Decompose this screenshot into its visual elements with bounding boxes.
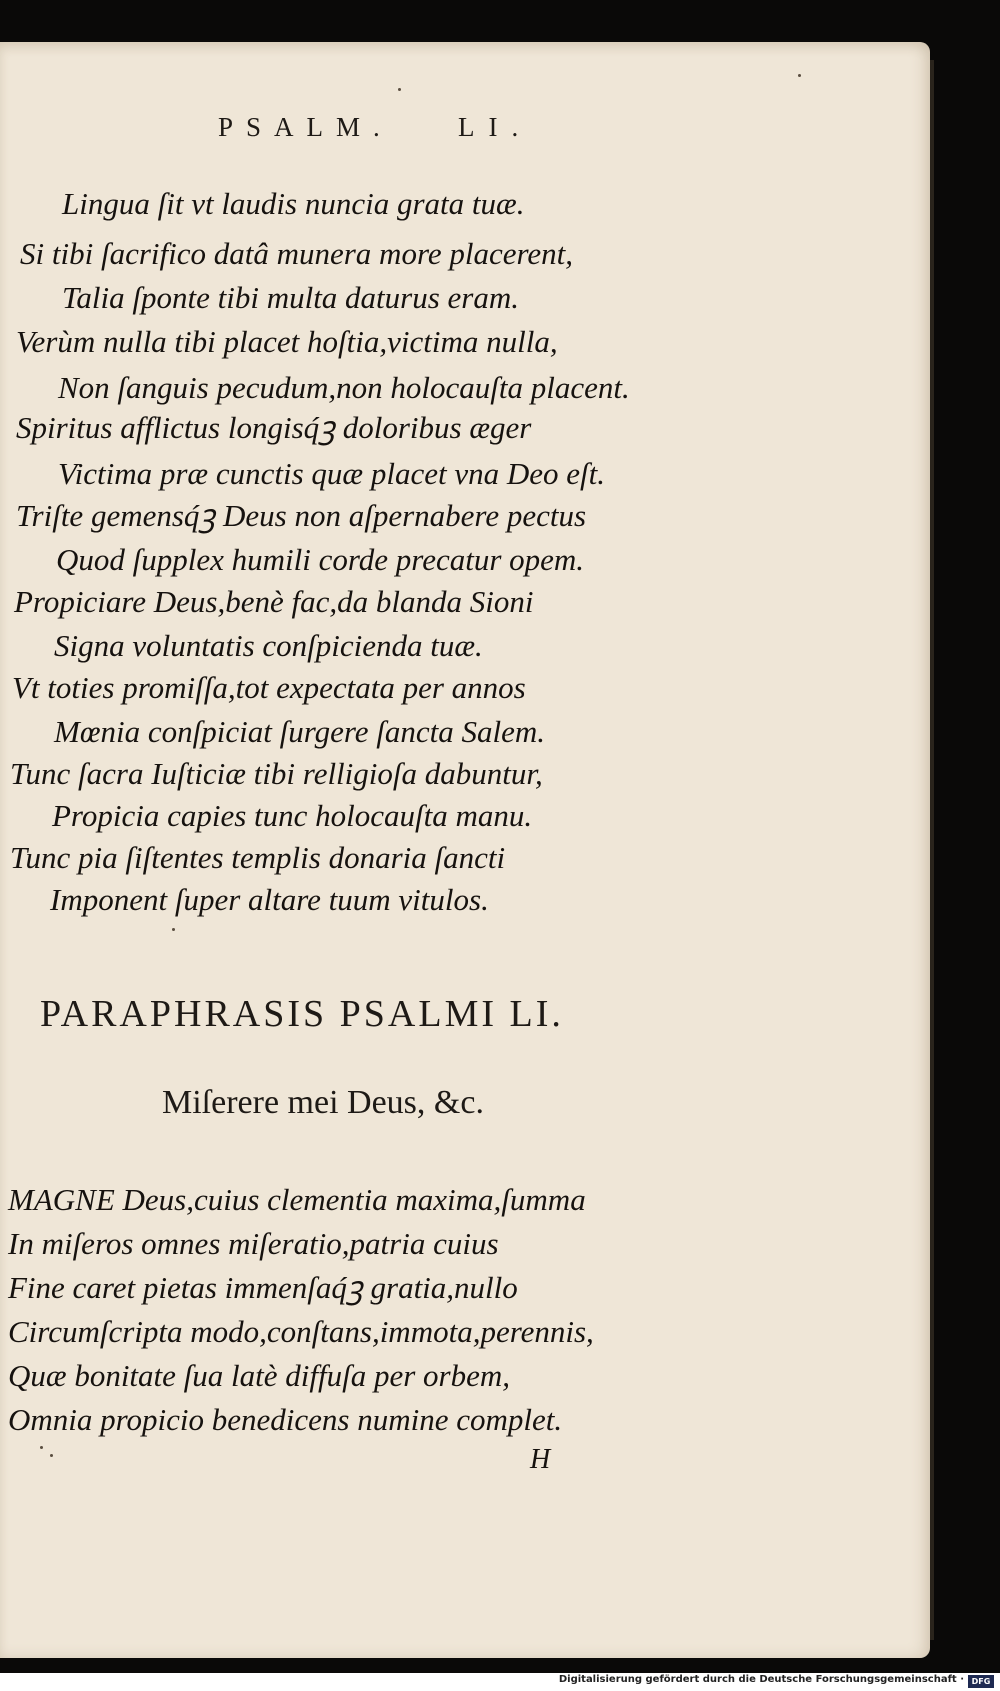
verse-line: Quod ſupplex humili corde precatur opem. <box>56 542 585 577</box>
paper-speck <box>798 74 801 77</box>
section-subtitle: Miſerere mei Deus, &c. <box>162 1084 484 1121</box>
paper-speck <box>398 88 401 91</box>
verse-line: Triſte gemensq́ꝫ Deus non aſpernabere pectus <box>16 498 587 533</box>
verse-line: Non ſanguis pecudum,non holocauſta placent. <box>58 370 630 405</box>
verse-line: Lingua ſit vt laudis nuncia grata tuæ. <box>62 186 525 221</box>
page-edge <box>930 60 934 1640</box>
book-page <box>0 42 930 1658</box>
paper-speck <box>50 1454 53 1457</box>
paper-speck <box>172 928 175 931</box>
verse-line: Imponent ſuper altare tuum vitulos. <box>50 882 489 917</box>
verse-line: Talia ſponte tibi multa daturus eram. <box>62 280 520 315</box>
paraphrase-line: Omnia propicio benedicens numine complet. <box>8 1402 563 1437</box>
verse-line: Verùm nulla tibi placet hoſtia,victima nulla, <box>16 324 558 359</box>
paraphrase-line: Quæ bonitate ſua latè diffuſa per orbem, <box>8 1358 510 1393</box>
verse-line: Si tibi ſacrifico datâ munera more placerent, <box>20 236 574 271</box>
verse-line: Spiritus afflictus longisq́ꝫ doloribus æger <box>16 410 532 445</box>
catchword: H <box>530 1444 551 1475</box>
verse-line: Signa voluntatis conſpicienda tuæ. <box>54 628 483 663</box>
funding-credit: Digitalisierung gefördert durch die Deutsche Forschungsgemeinschaft · <box>558 1674 964 1685</box>
paraphrase-line: Circumſcripta modo,conſtans,immota,perennis, <box>8 1314 594 1349</box>
digitization-footer <box>0 1673 1000 1691</box>
running-header <box>0 112 930 152</box>
verse-line: Mœnia conſpiciat ſurgere ſancta Salem. <box>54 714 546 749</box>
verse-line: Vt toties promiſſa,tot expectata per annos <box>12 670 526 705</box>
verse-line: Tunc pia ſiſtentes templis donaria ſancti <box>10 840 506 875</box>
verse-line: Propicia capies tunc holocauſta manu. <box>52 798 533 833</box>
paraphrase-line: Fine caret pietas immenſaq́ꝫ gratia,nullo <box>8 1270 518 1305</box>
psalm-number: LI. <box>458 112 533 142</box>
running-title: PSALM. <box>218 112 393 142</box>
paraphrase-line: MAGNE Deus,cuius clementia maxima,ſumma <box>8 1182 586 1217</box>
section-title: PARAPHRASIS PSALMI LI. <box>40 993 564 1035</box>
verse-line: Victima præ cunctis quæ placet vna Deo eſt. <box>58 456 605 491</box>
verse-line: Tunc ſacra Iuſticiæ tibi relligioſa dabuntur, <box>10 756 543 791</box>
paraphrase-line: In miſeros omnes miſeratio,patria cuius <box>8 1226 499 1261</box>
paper-speck <box>40 1446 43 1449</box>
verse-line: Propiciare Deus,benè fac,da blanda Sioni <box>14 584 534 619</box>
dfg-logo: DFG <box>968 1675 994 1688</box>
